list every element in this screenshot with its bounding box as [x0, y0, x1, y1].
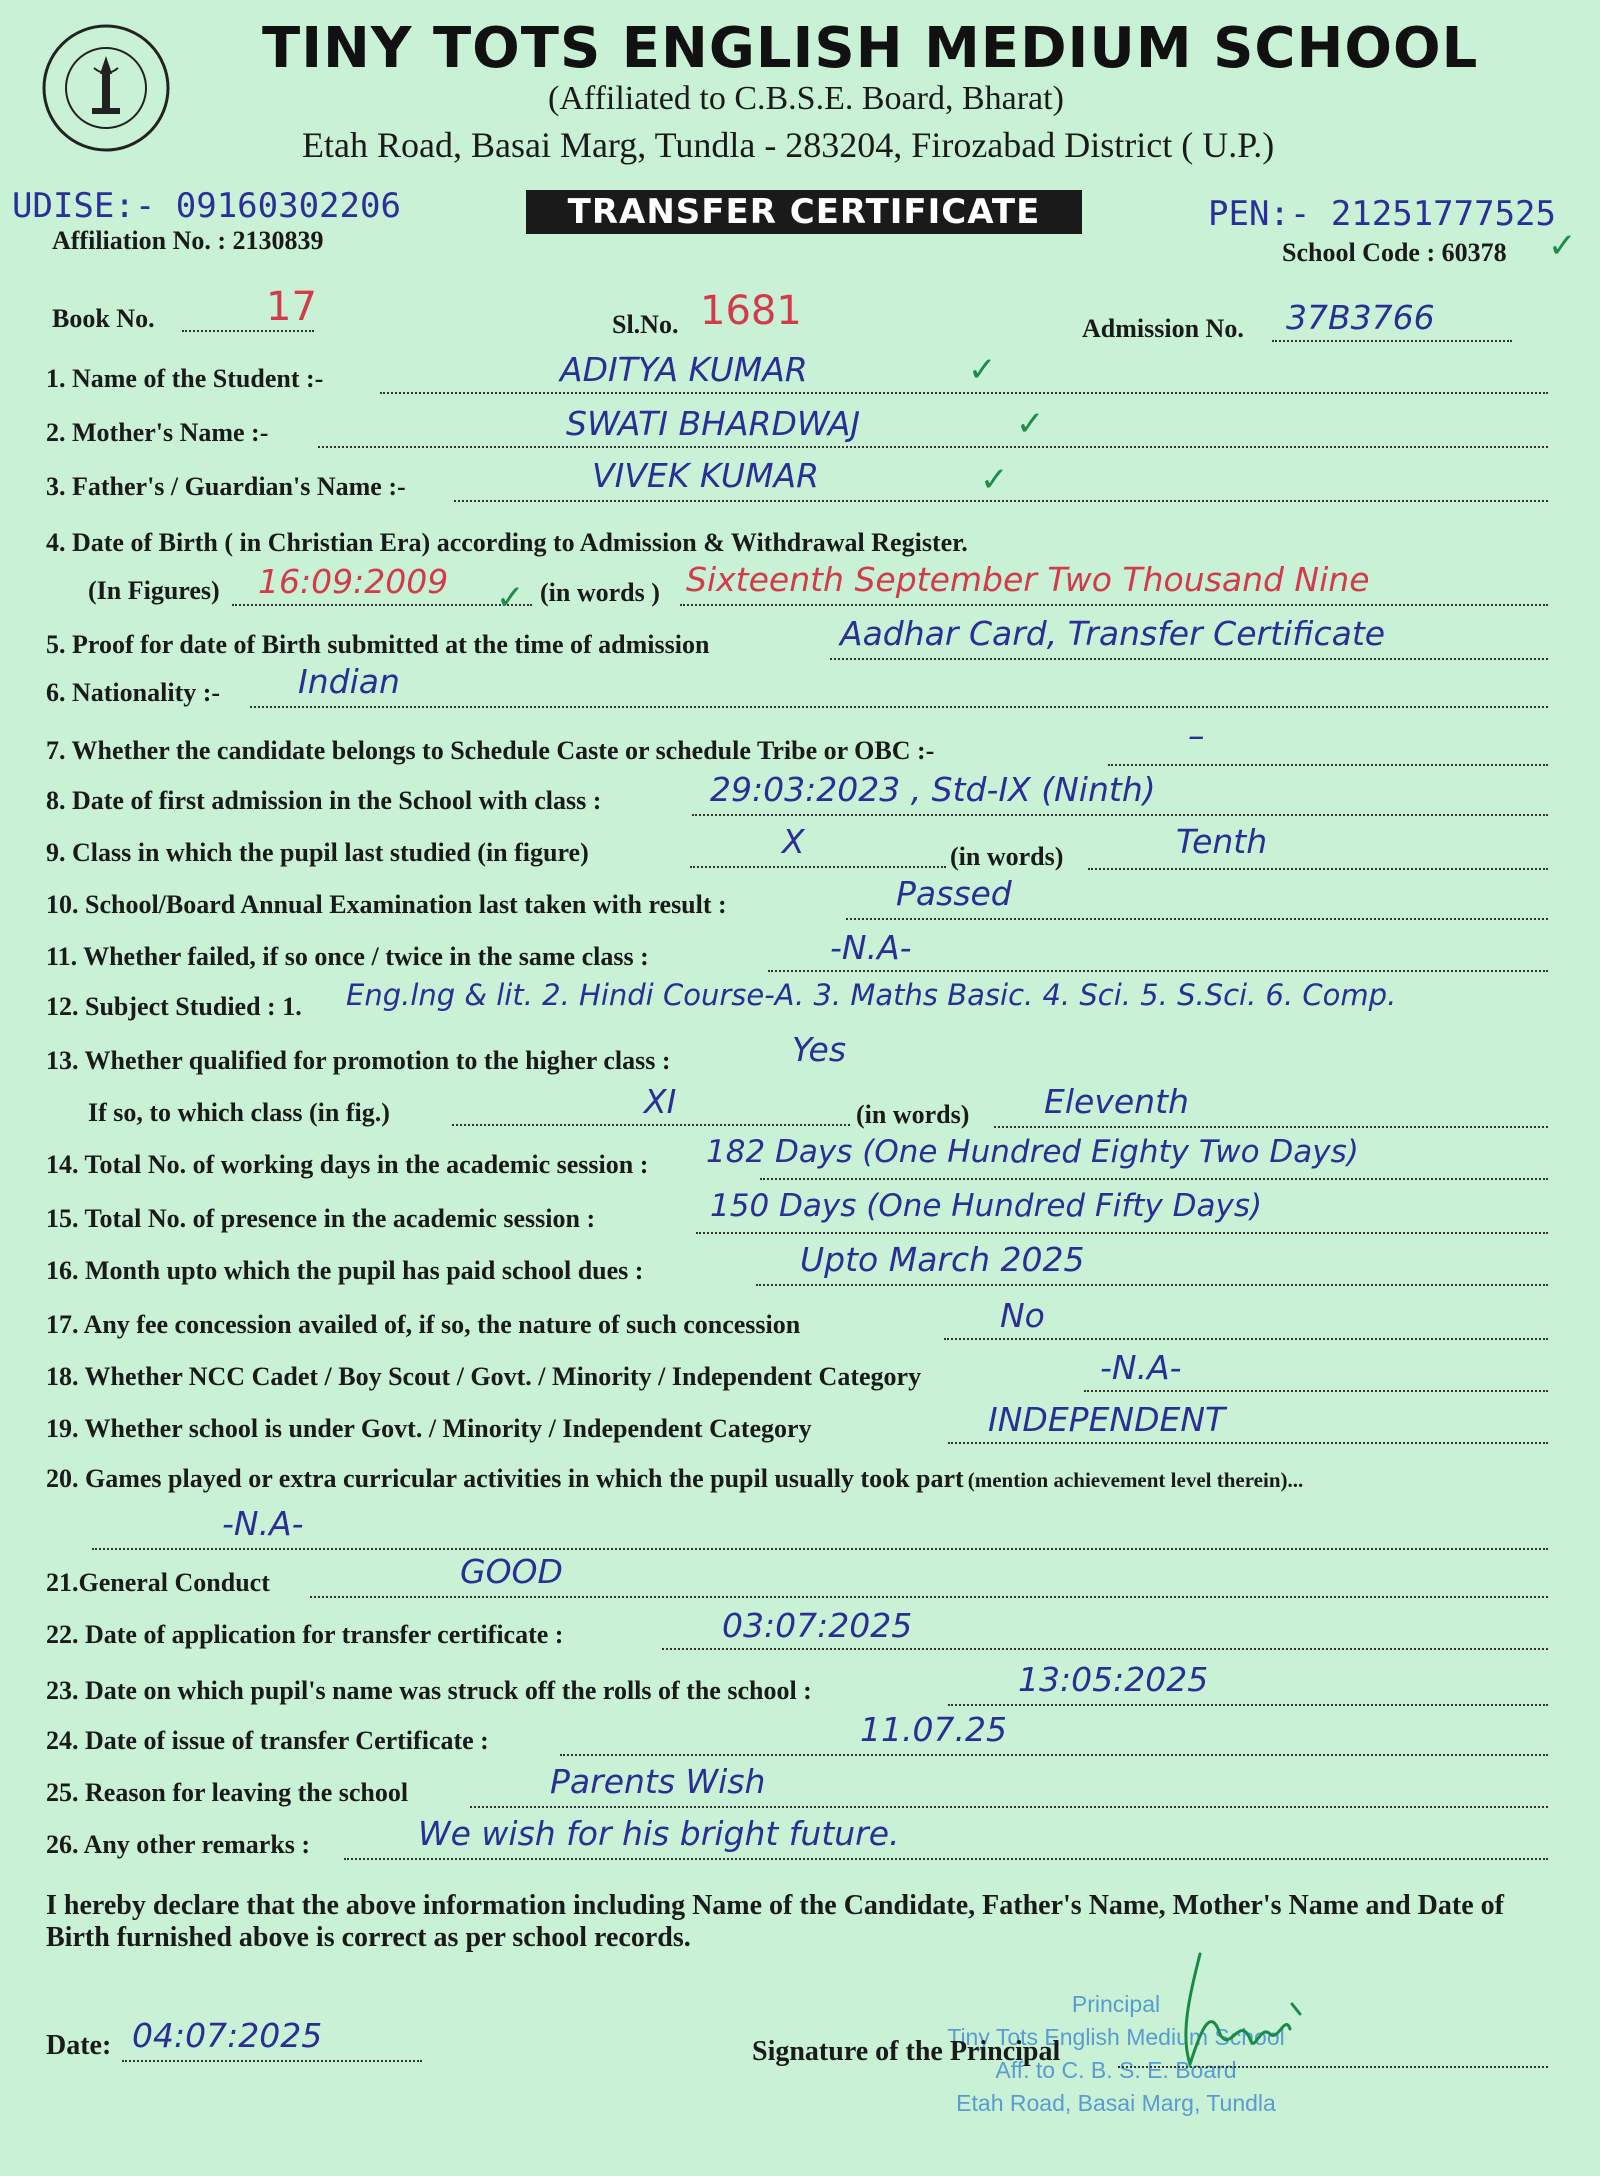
failed-status-value: -N.A- [830, 928, 912, 967]
dob-words-label: (in words ) [540, 578, 660, 607]
udise-number: UDISE:- 09160302206 [12, 186, 401, 226]
stamp-line: Aff. to C. B. S. E. Board [995, 2057, 1237, 2083]
dotted-line [1084, 1390, 1548, 1392]
dotted-line [1108, 764, 1548, 766]
signature-label: Signature of the Principal [752, 2036, 1061, 2067]
field-23-label: 23. Date on which pupil's name was struck off the rolls of the school : [46, 1676, 812, 1705]
field-19-label: 19. Whether school is under Govt. / Minority / Independent Category [46, 1414, 812, 1443]
last-class-words-label: (in words) [950, 842, 1064, 871]
leaving-reason-value: Parents Wish [550, 1762, 766, 1801]
field-22-label: 22. Date of application for transfer certificate : [46, 1620, 564, 1649]
remarks-value: We wish for his bright future. [418, 1814, 900, 1853]
dob-words-value: Sixteenth September Two Thousand Nine [686, 560, 1370, 599]
stamp-line: Tiny Tots English Medium School [947, 2024, 1285, 2050]
school-code: School Code : 60378 [1282, 238, 1507, 267]
book-number-value: 17 [266, 284, 317, 330]
dotted-line [760, 1178, 1548, 1180]
dotted-line [122, 2060, 422, 2062]
check-icon: ✓ [1548, 226, 1577, 266]
dotted-line [182, 330, 314, 332]
field-20-note: (mention achievement level therein)... [967, 1468, 1304, 1492]
certificate-title: TRANSFER CERTIFICATE [526, 190, 1082, 234]
dotted-line [92, 1548, 1548, 1550]
promotion-class-words-label: (in words) [856, 1100, 970, 1129]
application-date-value: 03:07:2025 [722, 1606, 913, 1645]
dotted-line [756, 1284, 1548, 1286]
dotted-line [452, 1124, 850, 1126]
ncc-category-value: -N.A- [1100, 1348, 1182, 1387]
pen-number: PEN:- 21251777525 [1208, 194, 1556, 234]
field-10-label: 10. School/Board Annual Examination last taken with result : [46, 890, 727, 919]
dotted-line [948, 1442, 1548, 1444]
affiliation-number: Affiliation No. : 2130839 [52, 226, 324, 255]
dotted-line [318, 446, 1548, 448]
promotion-qualified-value: Yes [792, 1030, 847, 1069]
dotted-line [944, 1338, 1548, 1340]
field-8-label: 8. Date of first admission in the School with class : [46, 786, 602, 815]
field-26-label: 26. Any other remarks : [46, 1830, 311, 1859]
fee-concession-value: No [1000, 1296, 1045, 1335]
serial-number-value: 1681 [700, 288, 802, 334]
promotion-class-label: If so, to which class (in fig.) [88, 1098, 390, 1127]
dotted-line [470, 1806, 1548, 1808]
last-class-words-value: Tenth [1176, 822, 1268, 861]
school-name: TINY TOTS ENGLISH MEDIUM SCHOOL [262, 16, 1479, 81]
dotted-line [250, 706, 1548, 708]
dotted-line [1272, 340, 1512, 342]
admission-number-label: Admission No. [1082, 314, 1244, 343]
field-16-label: 16. Month upto which the pupil has paid school dues : [46, 1256, 644, 1285]
struck-off-date-value: 13:05:2025 [1018, 1660, 1209, 1699]
admission-number-value: 37B3766 [1286, 298, 1435, 337]
stamp-line: Etah Road, Basai Marg, Tundla [956, 2090, 1276, 2116]
declaration-text: I hereby declare that the above information including Name of the Candidate, Father's Name, Mother's Name and Date of Birth furnished above is correct as per school records. [46, 1890, 1504, 1953]
exam-result-value: Passed [896, 874, 1012, 913]
field-24-label: 24. Date of issue of transfer Certificate : [46, 1726, 489, 1755]
affiliation-line: (Affiliated to C.B.S.E. Board, Bharat) [548, 80, 1064, 117]
field-4-label: 4. Date of Birth ( in Christian Era) according to Admission & Withdrawal Register. [46, 528, 968, 557]
check-icon: ✓ [980, 460, 1009, 500]
school-logo [40, 22, 232, 154]
field-2-label: 2. Mother's Name :- [46, 418, 269, 447]
field-11-label: 11. Whether failed, if so once / twice in the same class : [46, 942, 649, 971]
dotted-line [768, 970, 1548, 972]
dotted-line [830, 658, 1548, 660]
field-21-label: 21.General Conduct [46, 1568, 270, 1597]
dob-proof-value: Aadhar Card, Transfer Certificate [840, 614, 1386, 653]
field-12-label: 12. Subject Studied : 1. [46, 992, 302, 1021]
school-address: Etah Road, Basai Marg, Tundla - 283204, Firozabad District ( U.P.) [302, 125, 1275, 165]
subjects-studied-value: Eng.lng & lit. 2. Hindi Course-A. 3. Maths Basic. 4. Sci. 5. S.Sci. 6. Comp. [346, 978, 1397, 1012]
school-category-value: INDEPENDENT [988, 1400, 1226, 1439]
field-13-label: 13. Whether qualified for promotion to the higher class : [46, 1046, 671, 1075]
caste-category-value: – [1188, 716, 1205, 755]
dotted-line [344, 1858, 1548, 1860]
dotted-line [692, 814, 1548, 816]
field-5-label: 5. Proof for date of Birth submitted at the time of admission [46, 630, 710, 659]
promotion-class-figure-value: XI [644, 1082, 677, 1121]
school-emblem-icon [40, 22, 180, 154]
dob-figures-label: (In Figures) [88, 576, 220, 605]
working-days-value: 182 Days (One Hundred Eighty Two Days) [706, 1134, 1359, 1170]
field-15-label: 15. Total No. of presence in the academic session : [46, 1204, 596, 1233]
issue-date-value: 11.07.25 [860, 1710, 1007, 1749]
dotted-line [560, 1754, 1548, 1756]
field-20-label: 20. Games played or extra curricular activities in which the pupil usually took part [46, 1464, 964, 1493]
field-17-label: 17. Any fee concession availed of, if so, the nature of such concession [46, 1310, 801, 1339]
check-icon: ✓ [968, 350, 997, 390]
field-25-label: 25. Reason for leaving the school [46, 1778, 409, 1807]
nationality-value: Indian [298, 662, 400, 701]
stamp-line: Principal [1071, 1991, 1161, 2017]
field-14-label: 14. Total No. of working days in the academic session : [46, 1150, 649, 1179]
field-9-label: 9. Class in which the pupil last studied (in figure) [46, 838, 589, 867]
general-conduct-value: GOOD [460, 1552, 563, 1591]
last-class-figure-value: X [782, 822, 805, 861]
first-admission-value: 29:03:2023 , Std-IX (Ninth) [710, 770, 1156, 809]
dotted-line [696, 1232, 1548, 1234]
fees-paid-upto-value: Upto March 2025 [800, 1240, 1085, 1279]
dotted-line [232, 604, 532, 606]
field-20-line [46, 1464, 1303, 1494]
check-icon: ✓ [496, 578, 525, 618]
check-icon: ✓ [1016, 404, 1045, 444]
field-6-label: 6. Nationality :- [46, 678, 221, 707]
field-3-label: 3. Father's / Guardian's Name :- [46, 472, 406, 501]
dotted-line [680, 604, 1548, 606]
student-name-value: ADITYA KUMAR [560, 350, 808, 389]
book-number-label: Book No. [52, 304, 155, 333]
date-value: 04:07:2025 [132, 2016, 323, 2055]
dotted-line [380, 392, 1548, 394]
serial-number-label: Sl.No. [612, 310, 679, 339]
presence-days-value: 150 Days (One Hundred Fifty Days) [710, 1188, 1263, 1224]
field-1-label: 1. Name of the Student :- [46, 364, 324, 393]
field-18-label: 18. Whether NCC Cadet / Boy Scout / Govt. / Minority / Independent Category [46, 1362, 922, 1391]
extra-curricular-value: -N.A- [222, 1504, 304, 1543]
mother-name-value: SWATI BHARDWAJ [566, 404, 861, 443]
date-label: Date: [46, 2030, 112, 2061]
principal-signature [1160, 1944, 1320, 2094]
dotted-line [994, 1126, 1548, 1128]
dob-figures-value: 16:09:2009 [258, 562, 449, 601]
promotion-class-words-value: Eleventh [1044, 1082, 1189, 1121]
dotted-line [846, 918, 1548, 920]
dotted-line [662, 1648, 1548, 1650]
dotted-line [690, 866, 946, 868]
dotted-line [1088, 868, 1548, 870]
dotted-line [948, 1704, 1548, 1706]
dotted-line [310, 1596, 1548, 1598]
father-name-value: VIVEK KUMAR [592, 456, 820, 495]
dotted-line [454, 500, 1548, 502]
field-7-label: 7. Whether the candidate belongs to Schedule Caste or schedule Tribe or OBC :- [46, 736, 935, 765]
